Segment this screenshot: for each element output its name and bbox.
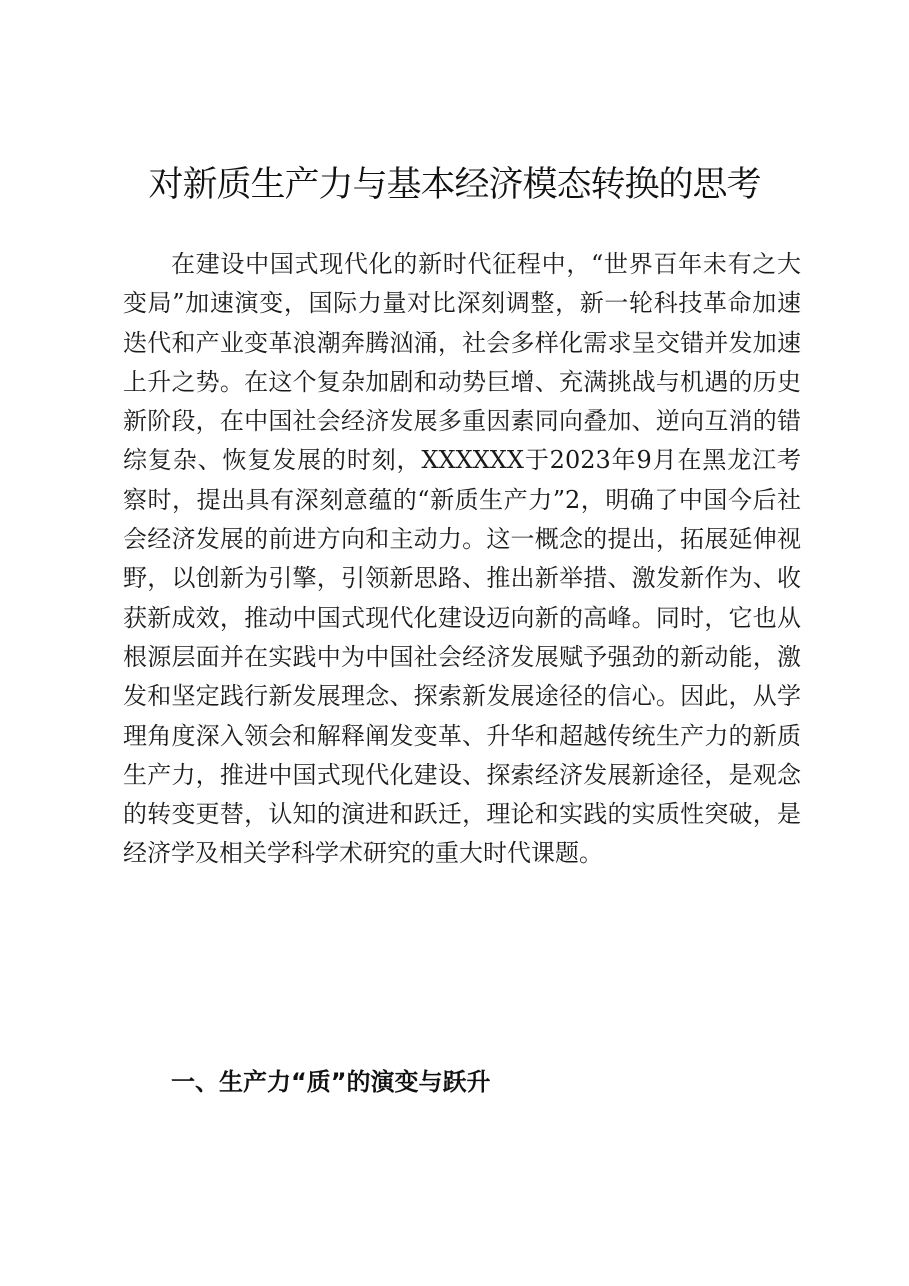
section-heading: 一、生产力“质”的演变与跃升 [171,1068,491,1096]
document-title: 对新质生产力与基本经济模态转换的思考 [148,165,761,205]
body-paragraph: 在建设中国式现代化的新时代征程中，“世界百年未有之大变局”加速演变，国际力量对比深刻调整，新一轮科技革命加速迭代和产业变革浪潮奔腾汹涌，社会多样化需求呈交错并发加速上升之势。在这个复杂加剧和动势巨增、充满挑战与机遇的历史新阶段，在中国社会经济发展多重因素同向叠加、逆向互消的错综复杂、恢复发展的时刻，XXXXXX于2023年9月在黑龙江考察时，提出具有深刻意蕴的“新质生产力”2，明确了中国今后社会经济发展的前进方向和主动力。这一概念的提出，拓展延伸视野，以创新为引擎，引领新思路、推出新举措、激发新作为、收获新成效，推动中国式现代化建设迈向新的高峰。同时，它也从根源层面并在实践中为中国社会经济发展赋予强劲的新动能，激发和坚定践行新发展理念、探索新发展途径的信心。因此，从学理角度深入领会和解释阐发变革、升华和超越传统生产力的新质生产力，推进中国式现代化建设、探索经济发展新途径，是观念的转变更替，认知的演进和跃迁，理论和实践的实质性突破，是经济学及相关学科学术研究的重大时代课题。 [123,250,801,868]
